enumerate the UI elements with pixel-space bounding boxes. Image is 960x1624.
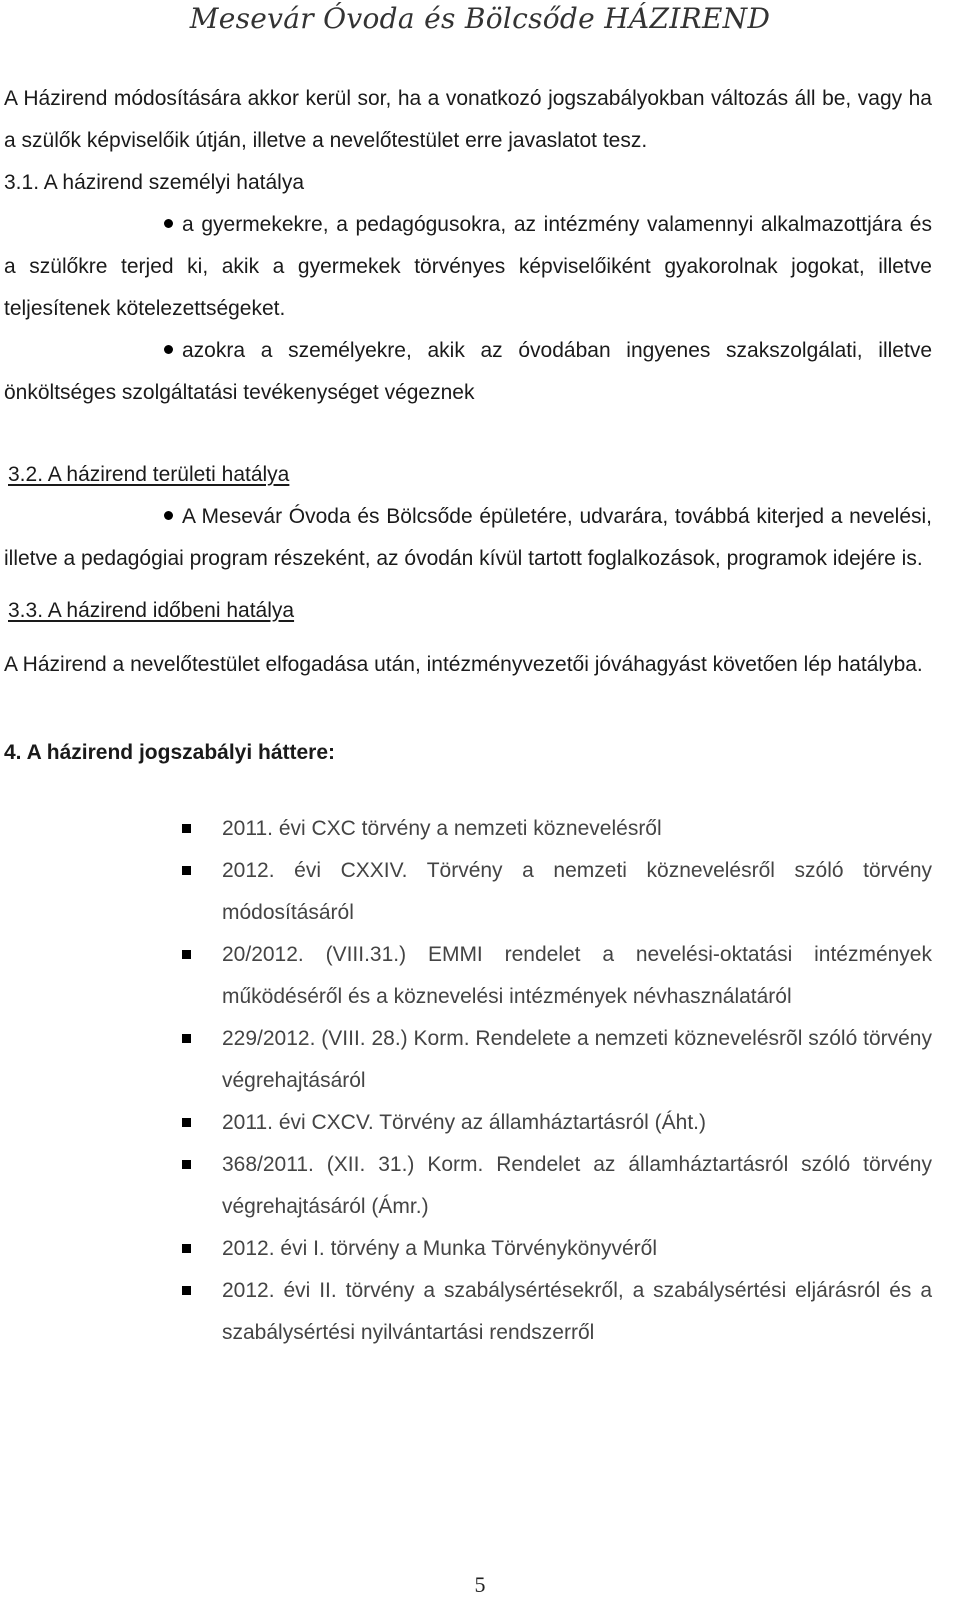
section-4-heading: 4. A házirend jogszabályi háttere: <box>4 741 336 764</box>
document-body <box>4 78 932 1354</box>
square-bullet-icon <box>182 866 191 875</box>
list-item: 2011. évi CXCV. Törvény az államháztartásról (Áht.) <box>4 1102 932 1144</box>
square-bullet-icon <box>182 1118 191 1127</box>
section-3-1-heading: 3.1. A házirend személyi hatálya <box>4 171 305 194</box>
square-bullet-icon <box>182 1244 191 1253</box>
list-item: 2011. évi CXC törvény a nemzeti köznevelésről <box>4 808 932 850</box>
list-item: 2012. évi I. törvény a Munka Törvénykönyvéről <box>4 1228 932 1270</box>
bullet-item: A Mesevár Óvoda és Bölcsőde épületére, udvarára, továbbá kiterjed a nevelési, illetve a pedagógiai program részeként, az óvodán kívül tartott foglalkozások, programok idejére is. <box>4 505 932 570</box>
square-bullet-icon <box>182 1286 191 1295</box>
list-item: 229/2012. (VIII. 28.) Korm. Rendelete a nemzeti köznevelésrõl szóló törvény végrehajtásáról <box>4 1018 932 1102</box>
list-item: 368/2011. (XII. 31.) Korm. Rendelet az államháztartásról szóló törvény végrehajtásáról (Ámr.) <box>4 1144 932 1228</box>
law-list <box>4 808 932 1354</box>
page-header: Mesevár Óvoda és Bölcsőde HÁZIREND <box>189 2 771 35</box>
section-3-3-heading: 3.3. A házirend időbeni hatálya <box>8 599 295 622</box>
square-bullet-icon <box>182 1160 191 1169</box>
list-item: 2012. évi II. törvény a szabálysértésekről, a szabálysértési eljárásról és a szabálysértési nyilvántartási rendszerről <box>4 1270 932 1354</box>
list-item: 2012. évi CXXIV. Törvény a nemzeti köznevelésről szóló törvény módosításáról <box>4 850 932 934</box>
bullet-dot-icon <box>164 511 173 520</box>
square-bullet-icon <box>182 1034 191 1043</box>
intro-paragraph: A Házirend módosítására akkor kerül sor, ha a vonatkozó jogszabályokban változás áll be, vagy ha a szülők képviselőik útján, illetve a nevelőtestület erre javaslatot tesz. <box>4 87 932 152</box>
section-3-2-heading: 3.2. A házirend területi hatálya <box>8 463 290 486</box>
bullet-item: azokra a személyekre, akik az óvodában ingyenes szakszolgálati, illetve önköltséges szolgáltatási tevékenységet végeznek <box>4 339 932 404</box>
page-number: 5 <box>474 1572 486 1597</box>
list-item: 20/2012. (VIII.31.) EMMI rendelet a nevelési-oktatási intézmények működéséről és a köznevelési intézmények névhasználatáról <box>4 934 932 1018</box>
square-bullet-icon <box>182 824 191 833</box>
bullet-dot-icon <box>164 345 173 354</box>
bullet-item: a gyermekekre, a pedagógusokra, az intézmény valamennyi alkalmazottjára és a szülőkre terjed ki, akik a gyermekek törvényes képviselőiként gyakorolnak jogokat, illetve teljesítenek kötelezettségeket. <box>4 213 932 320</box>
bullet-dot-icon <box>164 219 173 228</box>
square-bullet-icon <box>182 950 191 959</box>
section-3-3-text: A Házirend a nevelőtestület elfogadása után, intézményvezetői jóváhagyást követően lép hatályba. <box>4 653 923 676</box>
